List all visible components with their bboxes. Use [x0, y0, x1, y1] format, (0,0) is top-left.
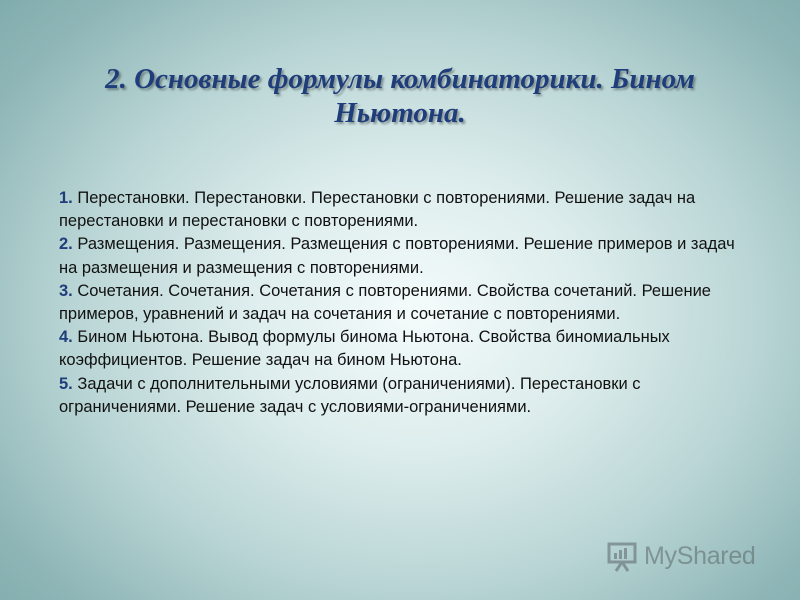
- item-text: Бином Ньютона. Вывод формулы бинома Ньютона. Свойства биномиальных коэффициентов. Решение задач на бином Ньютона.: [59, 328, 670, 370]
- item-text: Сочетания. Сочетания. Сочетания с повторениями. Свойства сочетаний. Решение примеров, уравнений и задач на сочетания и сочетание с повторениями.: [59, 281, 711, 324]
- list-item: [59, 326, 749, 372]
- presentation-board-icon: [606, 539, 640, 573]
- list-item: [59, 233, 749, 279]
- list-item: [59, 280, 749, 326]
- item-text: Перестановки. Перестановки. Перестановки с повторениями. Решение задач на перестановки и перестановки с повторениями.: [59, 189, 696, 231]
- item-number: 1.: [59, 189, 73, 207]
- topic-list: [59, 187, 749, 419]
- list-item: [59, 373, 749, 419]
- list-item: [59, 187, 749, 233]
- item-number: 5.: [59, 374, 73, 393]
- slide-title: 2. Основные формулы комбинаторики. Бином Ньютона.: [105, 63, 695, 129]
- watermark-text: MyShared: [644, 541, 756, 570]
- item-text: Размещения. Размещения. Размещения с повторениями. Решение примеров и задач на размещения и размещения с повторениями.: [59, 235, 735, 277]
- item-number: 2.: [59, 235, 73, 254]
- watermark-logo: [606, 538, 766, 574]
- item-number: 3.: [59, 281, 73, 300]
- item-number: 4.: [59, 328, 73, 347]
- item-text: Задачи с дополнительными условиями (ограничениями). Перестановки с ограничениями. Решение задач с условиями-ограничениями.: [59, 374, 641, 416]
